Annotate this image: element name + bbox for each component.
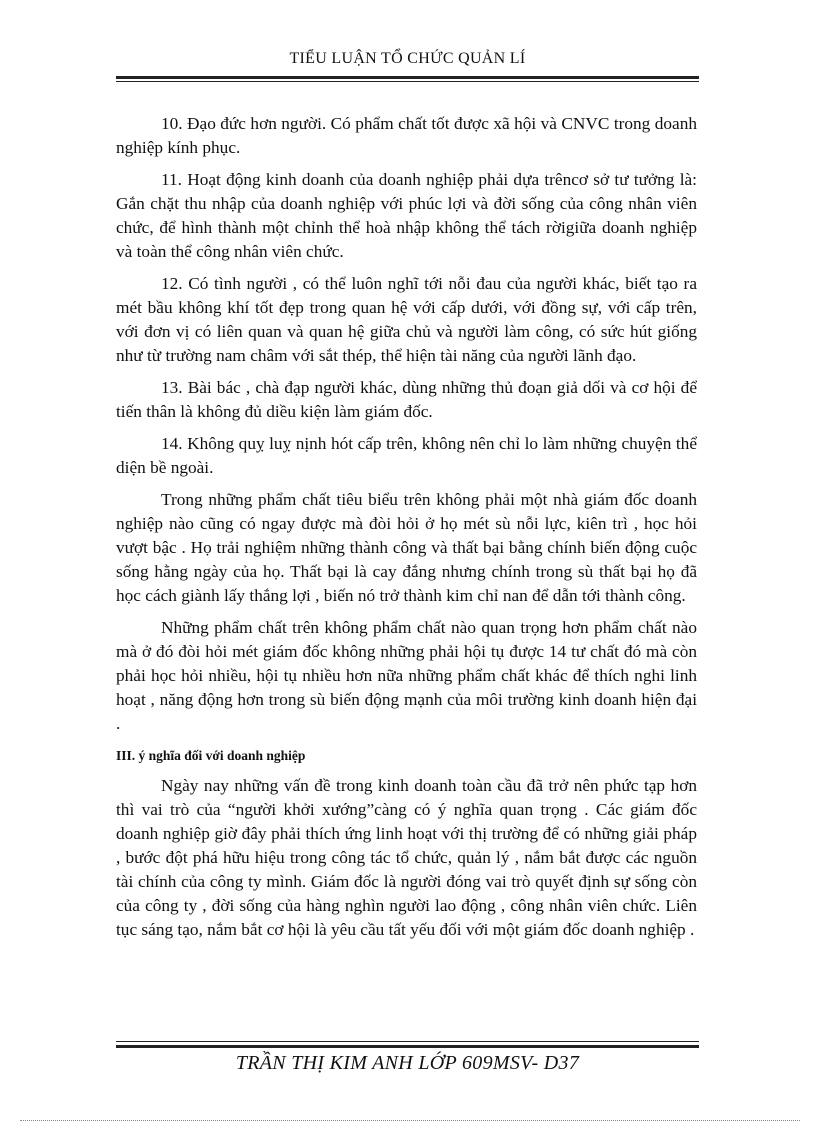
page-header-title: TIỂU LUẬN TỔ CHỨC QUẢN LÍ — [289, 50, 526, 67]
page-body — [116, 112, 697, 950]
header-rule-thin — [116, 81, 699, 82]
footer-rule-thin — [116, 1041, 699, 1042]
paragraph-summary: Trong những phẩm chất tiêu biểu trên không phải một nhà giám đốc doanh nghiệp nào cũng có ngay được mà đòi hỏi ở họ mét sù nỗi lực, kiên trì , học hỏi vượt bậc . Họ trải nghiệm những thành công và thất bại bằng chính biến động cuộc sống hằng ngày của họ. Thất bại là cay đắng nhưng chính trong sù thất bại họ đã học cách giành lấy thắng lợi , biến nó trở thành kim chỉ nan để dẫn tới thành công. — [116, 490, 697, 605]
paragraph-14: 14. Không quỵ luỵ nịnh hót cấp trên, không nên chỉ lo làm những chuyện thể diện bề ngoài. — [116, 434, 697, 477]
paragraph-11: 11. Hoạt động kinh doanh của doanh nghiệp phải dựa trêncơ sở tư tưởng là: Gắn chặt thu nhập của doanh nghiệp với phúc lợi và đời sống của công nhân viên chức, để hình thành một chỉnh thể hoà nhập không thể tách rờigiữa doanh nghiệp và toàn thể công nhân viên chức. — [116, 170, 697, 261]
paragraph-12: 12. Có tình người , có thể luôn nghĩ tới nỗi đau của người khác, biết tạo ra mét bầu không khí tốt đẹp trong quan hệ với cấp dưới, với đồng sự, với cấp trên, với đơn vị có liên quan và quan hệ giữa chủ và người làm công, có sức hút giống như từ trường nam châm với sắt thép, thể hiện tài năng của người lãnh đạo. — [116, 274, 697, 365]
page-bottom-dotted-line — [20, 1120, 800, 1121]
paragraph-10: 10. Đạo đức hơn người. Có phẩm chất tốt được xã hội và CNVC trong doanh nghiệp kính phục. — [116, 114, 697, 157]
page-footer-author: TRẦN THỊ KIM ANH LỚP 609MSV- D37 — [235, 1052, 580, 1074]
section-heading: III. ý nghĩa đối với doanh nghiệp — [116, 748, 306, 763]
paragraph-13: 13. Bài bác , chà đạp người khác, dùng những thủ đoạn giả dối và cơ hội để tiến thân là không đủ diều kiện làm giám đốc. — [116, 378, 697, 421]
header-rule-thick — [116, 76, 699, 79]
section-paragraph: Ngày nay những vấn đề trong kinh doanh toàn cầu đã trở nên phức tạp hơn thì vai trò của “người khởi xướng”càng có ý nghĩa quan trọng . Các giám đốc doanh nghiệp giờ đây phải thích ứng linh hoạt với thị trường để có những giải pháp , bước đột phá hữu hiệu trong công tác tổ chức, quản lý , nắm bắt được các nguồn tài chính của công ty mình. Giám đốc là người đóng vai trò quyết định sự sống còn của công ty , đời sống của hàng nghìn người lao động , công nhân viên chức. Liên tục sáng tạo, nắm bắt cơ hội là yêu cầu tất yếu đối với một giám đốc doanh nghiệp . — [116, 776, 697, 939]
paragraph-conclusion: Những phẩm chất trên không phẩm chất nào quan trọng hơn phẩm chất nào mà ở đó đòi hỏi mét giám đốc không những phải hội tụ được 14 tư chất đó mà còn phải học hỏi nhiều, hội tụ nhiều hơn nữa những phẩm chất khác để thích nghi linh hoạt , năng động hơn trong sù biến động mạnh của môi trường kinh doanh hiện đại . — [116, 618, 697, 733]
footer-rule-thick — [116, 1045, 699, 1048]
